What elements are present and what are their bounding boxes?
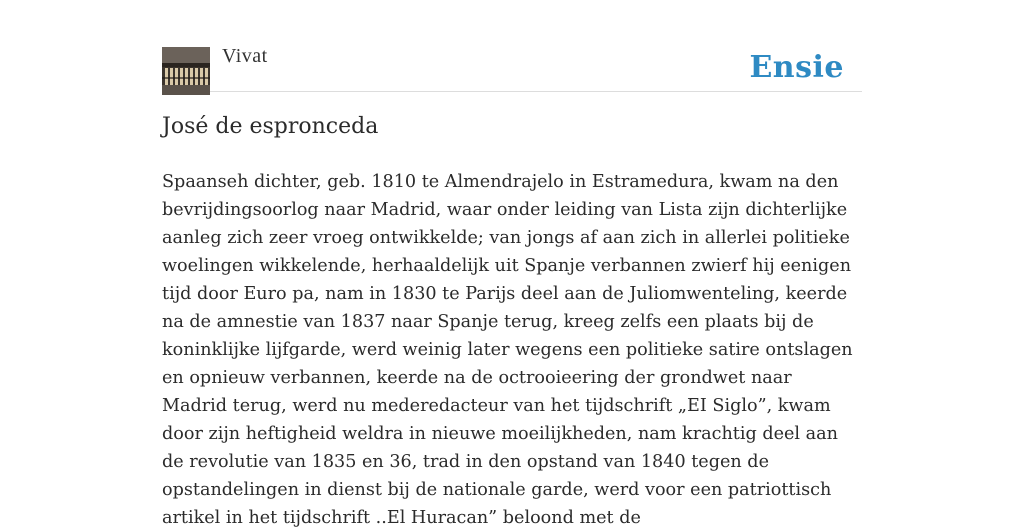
header — [162, 0, 862, 92]
typewriter-keys-icon — [162, 47, 210, 95]
page-container — [162, 0, 862, 528]
page-title: José de espronceda — [162, 114, 379, 139]
username[interactable]: Vivat — [222, 45, 268, 67]
avatar[interactable] — [162, 47, 210, 95]
article-body: Spaanseh dichter, geb. 1810 te Almendrajelo in Estramedura, kwam na den bevrijdingsoorlog naar Madrid, waar onder leiding van Lista zijn dichterlijke aanleg zich zeer vroeg ontwikkelde; van jongs af aan zich in allerlei politieke woelingen wikkelende, herhaaldelijk uit Spanje verbannen zwierf hij eenigen tijd door Euro pa, nam in 1830 te Parijs deel aan de Juliomwenteling, keerde na de amnestie van 1837 naar Spanje terug, kreeg zelfs een plaats bij de koninklijke lijfgarde, werd weinig later wegens een politieke satire ontslagen en opnieuw verbannen, keerde na de octrooieering der grondwet naar Madrid terug, werd nu mederedacteur van het tijdschrift „EI Siglo”, kwam door zijn heftigheid weldra in nieuwe moeilijkheden, nam krachtig deel aan de revolutie van 1835 en 36, trad in den opstand van 1840 tegen de opstandelingen in dienst bij de nationale garde, werd voor een patriottisch artikel in het tijdschrift ..El Huracan” beloond met de — [162, 172, 853, 528]
brand-logo-link[interactable]: Ensie — [749, 50, 844, 85]
